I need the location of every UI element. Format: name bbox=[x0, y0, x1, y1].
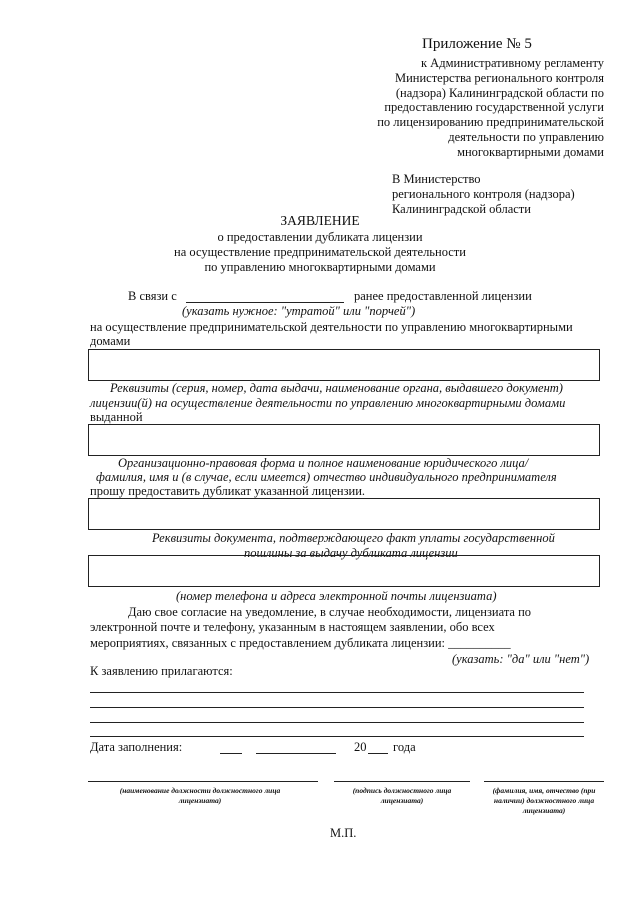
name-signature-line[interactable] bbox=[484, 781, 604, 782]
reason-field[interactable] bbox=[186, 302, 344, 303]
reason-prefix: В связи с bbox=[128, 289, 177, 303]
requisites-hint: лицензии(й) на осуществление деятельности по управлению многоквартирными домами bbox=[90, 396, 566, 410]
requisites-hint: Реквизиты (серия, номер, дата выдачи, наименование органа, выдавшего документ) bbox=[110, 381, 563, 395]
issued-label: выданной bbox=[90, 410, 143, 424]
consent-text: мероприятиях, связанных с предоставлением дубликата лицензии: __________ bbox=[90, 636, 511, 650]
reason-hint: (указать нужное: "утратой" или "порчей") bbox=[182, 304, 416, 318]
reason-suffix: ранее предоставленной лицензии bbox=[354, 289, 532, 303]
regulation-line: по лицензированию предпринимательской bbox=[377, 115, 604, 129]
consent-text: Даю свое согласие на уведомление, в случае необходимости, лицензиата по bbox=[128, 605, 532, 619]
organization-hint: Организационно-правовая форма и полное наименование юридического лица/ bbox=[118, 456, 529, 470]
contact-hint: (номер телефона и адреса электронной почты лицензиата) bbox=[176, 589, 497, 603]
name-caption: (фамилия, имя, отчество (при наличии) должностного лица лицензиата) bbox=[492, 786, 596, 815]
contact-field[interactable] bbox=[88, 555, 600, 587]
organization-name-field[interactable] bbox=[88, 424, 600, 456]
date-label: Дата заполнения: bbox=[90, 740, 183, 754]
date-day-field[interactable] bbox=[220, 753, 242, 754]
date-year-prefix: 20 bbox=[354, 740, 367, 754]
regulation-line: деятельности по управлению bbox=[448, 130, 604, 144]
license-text: домами bbox=[90, 334, 131, 348]
payment-hint: Реквизиты документа, подтверждающего факт уплаты государственной bbox=[152, 531, 555, 545]
attachment-line[interactable] bbox=[90, 692, 584, 693]
signature-caption: (подпись должностного лица лицензиата) bbox=[352, 786, 452, 805]
payment-document-field[interactable] bbox=[88, 498, 600, 530]
regulation-line: многоквартирными домами bbox=[457, 145, 604, 159]
appendix-title: Приложение № 5 bbox=[422, 36, 532, 52]
regulation-line: Министерства регионального контроля bbox=[394, 71, 604, 85]
attachment-line[interactable] bbox=[90, 722, 584, 723]
regulation-line: предоставлению государственной услуги bbox=[384, 100, 604, 114]
regulation-line: (надзора) Калининградской области по bbox=[395, 86, 604, 100]
addressee-line: В Министерство bbox=[392, 172, 481, 186]
attachment-line[interactable] bbox=[90, 707, 584, 708]
license-text: на осуществление предпринимательской деятельности по управлению многоквартирными bbox=[90, 320, 573, 334]
date-year-field[interactable] bbox=[368, 753, 388, 754]
regulation-line: к Административному регламенту bbox=[420, 56, 604, 70]
position-signature-line[interactable] bbox=[88, 781, 318, 782]
document-subtitle: по управлению многоквартирными домами bbox=[204, 260, 436, 274]
document-subtitle: на осуществление предпринимательской деятельности bbox=[174, 245, 466, 259]
request-text: прошу предоставить дубликат указанной лицензии. bbox=[90, 484, 366, 498]
document-subtitle: о предоставлении дубликата лицензии bbox=[217, 230, 423, 244]
payment-hint: пошлины за выдачу дубликата лицензии bbox=[244, 546, 458, 560]
position-caption: (наименование должности должностного лица лицензиата) bbox=[119, 786, 281, 805]
organization-hint: фамилия, имя и (в случае, если имеется) отчество индивидуального предпринимателя bbox=[96, 470, 557, 484]
signature-line[interactable] bbox=[334, 781, 470, 782]
date-month-field[interactable] bbox=[256, 753, 336, 754]
attachments-label: К заявлению прилагаются: bbox=[90, 664, 233, 678]
consent-text: электронной почте и телефону, указанным в настоящем заявлении, обо всех bbox=[90, 620, 495, 634]
date-year-suffix: года bbox=[393, 740, 416, 754]
attachment-line[interactable] bbox=[90, 736, 584, 737]
license-requisites-field[interactable] bbox=[88, 349, 600, 381]
addressee-line: регионального контроля (надзора) bbox=[392, 187, 575, 201]
consent-hint: (указать: "да" или "нет") bbox=[452, 652, 590, 666]
addressee-line: Калининградской области bbox=[392, 202, 531, 216]
stamp-label: М.П. bbox=[330, 826, 357, 840]
document-title: ЗАЯВЛЕНИЕ bbox=[280, 213, 360, 228]
